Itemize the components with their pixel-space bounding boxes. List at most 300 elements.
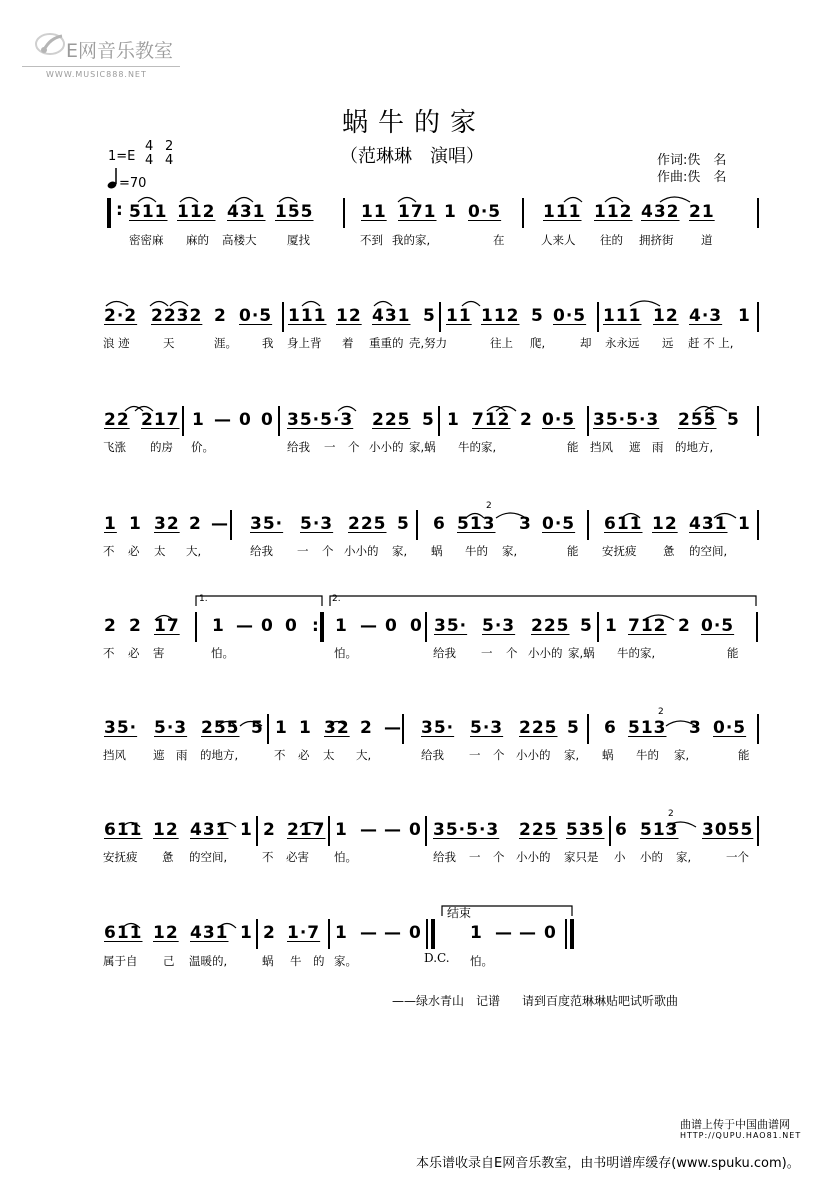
note-group: 6 [615, 820, 628, 840]
lyric: 怕。 [334, 850, 357, 864]
note-group: 0·5 [468, 202, 502, 222]
volta-1-label: 1. [199, 594, 208, 604]
lyric: 价。 [191, 440, 214, 454]
lyric: 大, [356, 748, 372, 762]
lyric: 己 [163, 954, 175, 968]
lyric: 必害 [286, 850, 309, 864]
note-group: 1 [240, 923, 253, 943]
upload-url: HTTP://QUPU.HAO81.NET [680, 1131, 802, 1140]
note-group: 5·3 [482, 616, 516, 636]
note-group: 0 [239, 410, 252, 430]
lyric: 遮 [629, 440, 641, 454]
note-group: 32 [154, 514, 180, 534]
note-group: 12 [336, 306, 362, 326]
barline [757, 510, 759, 540]
note-group: 0 [385, 616, 398, 636]
lyric: 远 [662, 336, 674, 350]
note-group: 5 [567, 718, 580, 738]
note-group: 35· [421, 718, 455, 738]
double-barline [431, 919, 435, 949]
note-group: 2 [520, 410, 533, 430]
lyric: 个 [348, 440, 360, 454]
note-group: 155 [275, 202, 314, 222]
barline [282, 302, 284, 332]
meter-1 [145, 140, 153, 168]
lyric: 小小的 [369, 440, 404, 454]
lyric: 爬, [530, 336, 546, 350]
note-group: 0 [409, 820, 422, 840]
note-group: — [495, 923, 513, 943]
note-group: 1 [240, 820, 253, 840]
note-group: 17 [154, 616, 180, 636]
note-group: 5 [727, 410, 740, 430]
note-group: 6 [604, 718, 617, 738]
lyric: 牛的家, [617, 646, 656, 660]
note-group: 1·7 [287, 923, 321, 943]
note-group: 0 [410, 616, 423, 636]
lyric: 属于自 [103, 954, 138, 968]
lyric: 怕。 [470, 954, 493, 968]
volta-2-label: 2. [332, 594, 341, 604]
note-group: 0·5 [239, 306, 273, 326]
lyric: 必 [128, 646, 140, 660]
tempo-value: =70 [119, 176, 147, 191]
lyric: 遮 [153, 748, 165, 762]
note-group: — [214, 410, 232, 430]
lyric: 往的 [600, 233, 623, 247]
note-group: 111 [543, 202, 582, 222]
lyric: 给我 [433, 646, 456, 660]
lyric: 密密麻 [129, 233, 164, 247]
note-group: — [360, 923, 378, 943]
note-group: 1 [335, 923, 348, 943]
note-group: 2 [189, 514, 202, 534]
note-group: 1 [192, 410, 205, 430]
barline [343, 198, 345, 228]
note-group: 712 [472, 410, 511, 430]
logo-divider [22, 66, 180, 67]
lyric: 一 [481, 646, 493, 660]
lyric: 一 [297, 544, 309, 558]
note-group: 5 [251, 718, 264, 738]
note-group: 5·3 [154, 718, 188, 738]
upload-credit: 曲谱上传于中国曲谱网 [680, 1118, 790, 1131]
note-group: 0·5 [553, 306, 587, 326]
note-group: — [519, 923, 537, 943]
note-group: 5·3 [470, 718, 504, 738]
lyric: 高楼大 [222, 233, 257, 247]
note-group: 0 [285, 616, 298, 636]
lyric: 个 [493, 850, 505, 864]
lyric: 大, [186, 544, 202, 558]
lyric: 给我 [421, 748, 444, 762]
lyric: 挡风 [590, 440, 613, 454]
note-group: — [211, 514, 229, 534]
note-group: 2 [678, 616, 691, 636]
note-group: — [384, 923, 402, 943]
svg-text:2: 2 [658, 707, 664, 717]
lyric: 小小的 [528, 646, 563, 660]
note-group: 2 [129, 616, 142, 636]
note-group: 5·3 [300, 514, 334, 534]
lyric: 的地方, [675, 440, 714, 454]
lyric: 个 [506, 646, 518, 660]
barline [757, 714, 759, 744]
barline [256, 816, 258, 846]
lyric: 一 [469, 748, 481, 762]
lyric: 蜗 [262, 954, 274, 968]
lyric: 人来人 [541, 233, 576, 247]
note-group: 432 [641, 202, 680, 222]
note-group: 511 [129, 202, 168, 222]
barline [425, 816, 427, 846]
barline [425, 612, 427, 642]
note-group: 217 [141, 410, 180, 430]
lyric: 一个 [726, 850, 749, 864]
note-group: 225 [372, 410, 411, 430]
lyric: 能 [727, 646, 739, 660]
note-group: 112 [481, 306, 520, 326]
lyric: 牛的 [465, 544, 488, 558]
note-group: 111 [603, 306, 642, 326]
lyric: 小的 [640, 850, 663, 864]
svg-text:2: 2 [668, 809, 674, 819]
coda-label: 结束 [447, 906, 472, 920]
note-group: 2 [360, 718, 373, 738]
note-group: 611 [604, 514, 643, 534]
lyric: 给我 [250, 544, 273, 558]
lyric: 家只是 [564, 850, 599, 864]
note-group: 0·5 [542, 410, 576, 430]
note-group: 3055 [702, 820, 754, 840]
note-group: 35·5·3 [287, 410, 354, 430]
note-group: 513 [457, 514, 496, 534]
barline [757, 198, 759, 228]
barline [328, 816, 330, 846]
barline [565, 919, 567, 949]
barline [609, 816, 611, 846]
meter-1-numerator: 4 [145, 139, 154, 154]
note-group: 5 [397, 514, 410, 534]
lyric: 安抚疲 [103, 850, 138, 864]
note-group: 0·5 [542, 514, 576, 534]
lyric: 小小的 [516, 748, 551, 762]
note-group: 3 [519, 514, 532, 534]
barline [402, 714, 404, 744]
meter-2-numerator: 2 [165, 139, 174, 154]
note-group: 431 [372, 306, 411, 326]
lyric: 家, [502, 544, 518, 558]
note-group: 2 [104, 616, 117, 636]
note-group: 513 [640, 820, 679, 840]
note-group: 1 [335, 616, 348, 636]
lyric: 的空间, [189, 850, 228, 864]
lyric: 的地方, [200, 748, 239, 762]
lyric: 太 [154, 544, 166, 558]
key-signature: 1=E [108, 149, 136, 164]
end-repeat-barline [320, 612, 324, 642]
logo-site-name: E网音乐教室 [66, 40, 174, 62]
note-group: 431 [190, 820, 229, 840]
note-group: 5 [423, 306, 436, 326]
note-group: 513 [628, 718, 667, 738]
listen-note: 请到百度范琳琳贴吧试听歌曲 [522, 994, 679, 1008]
lyric: 个 [493, 748, 505, 762]
note-group: 0 [261, 616, 274, 636]
note-group: 217 [287, 820, 326, 840]
lyric: 不 [103, 544, 115, 558]
note-group: 225 [519, 718, 558, 738]
lyric: 拥挤街 [639, 233, 674, 247]
note-group: 22 [104, 410, 130, 430]
note-group: 35·5·3 [433, 820, 500, 840]
note-group: 171 [398, 202, 437, 222]
barline [230, 510, 232, 540]
note-group: 225 [348, 514, 387, 534]
lyric: 我的家, [392, 233, 431, 247]
barline [182, 406, 184, 436]
note-group: 2 [263, 923, 276, 943]
lyric: 牛的家, [458, 440, 497, 454]
note-group: 12 [153, 923, 179, 943]
meter-2 [165, 140, 173, 168]
note-group: 5 [531, 306, 544, 326]
lyric: 家,蜗 [409, 440, 436, 454]
lyric: 赶 不 上, [688, 336, 734, 350]
note-group: 111 [288, 306, 327, 326]
note-group: 431 [190, 923, 229, 943]
note-group: 0 [409, 923, 422, 943]
lyric: 在 [493, 233, 505, 247]
lyric: 涯。 [214, 336, 237, 350]
note-group: 1 [275, 718, 288, 738]
barline [416, 510, 418, 540]
lyric: 道 [701, 233, 713, 247]
meter-1-denominator: 4 [145, 153, 154, 168]
lyric: 的 [313, 954, 325, 968]
lyric: 家, [676, 850, 692, 864]
note-group: 712 [628, 616, 667, 636]
note-group: 1 [335, 820, 348, 840]
lyric: 身上背 [287, 336, 322, 350]
barline [587, 510, 589, 540]
barline [587, 406, 589, 436]
barline [439, 302, 441, 332]
note-group: — [360, 820, 378, 840]
barline [522, 198, 524, 228]
source-footer: 本乐谱收录自E网音乐教室，由书明谱库缓存(www.spuku.com)。 [416, 1156, 800, 1171]
performer-subtitle: （范琳琳 演唱） [340, 146, 484, 167]
note-group: 2 [214, 306, 227, 326]
lyric: 小小的 [516, 850, 551, 864]
note-group: 21 [689, 202, 715, 222]
barline [328, 919, 330, 949]
lyric: 厦找 [287, 233, 310, 247]
lyric: 家,蜗 [568, 646, 595, 660]
lyric: 不到 [360, 233, 383, 247]
lyric: 一 [469, 850, 481, 864]
barline [757, 816, 759, 846]
lyric: 必 [128, 544, 140, 558]
note-group: 1 [605, 616, 618, 636]
lyric: 麻的 [186, 233, 209, 247]
lyric: 害 [153, 646, 165, 660]
note-group: 535 [566, 820, 605, 840]
note-group: 4·3 [689, 306, 723, 326]
lyric: 的空间, [689, 544, 728, 558]
composer-credit: 作曲:佚 名 [657, 170, 727, 185]
repeat-dots: : [116, 200, 124, 220]
note-group: 1 [212, 616, 225, 636]
lyric: 却 [580, 336, 592, 350]
lyric: 天 [163, 336, 175, 350]
note-group: 611 [104, 923, 143, 943]
lyricist-credit: 作词:佚 名 [657, 153, 727, 168]
barline [597, 612, 599, 642]
lyric: 飞涨 [103, 440, 126, 454]
lyric: 能 [567, 544, 579, 558]
end-repeat-dots: : [312, 616, 320, 636]
note-group: 1 [129, 514, 142, 534]
lyric: 能 [738, 748, 750, 762]
lyric: 怕。 [211, 646, 234, 660]
lyric: 小小的 [344, 544, 379, 558]
lyric: 惫 [162, 850, 174, 864]
barline [587, 714, 589, 744]
lyric: 蜗 [602, 748, 614, 762]
note-group: 35· [104, 718, 138, 738]
note-group: 35· [434, 616, 468, 636]
lyric: 怕。 [334, 646, 357, 660]
note-group: 5 [422, 410, 435, 430]
barline [426, 919, 428, 949]
note-group: 112 [177, 202, 216, 222]
note-group: 0 [544, 923, 557, 943]
lyric: 温暖的, [189, 954, 228, 968]
barline [757, 406, 759, 436]
note-group: 431 [689, 514, 728, 534]
start-repeat-barline [107, 198, 111, 228]
note-group: 2·2 [104, 306, 138, 326]
transcriber-credit: ——绿水青山 记谱 [392, 994, 501, 1008]
barline [278, 406, 280, 436]
site-logo [22, 24, 186, 88]
lyric: 雨 [652, 440, 664, 454]
lyric: 往上 [490, 336, 513, 350]
note-group: 32 [324, 718, 350, 738]
lyric: 牛的 [636, 748, 659, 762]
note-group: — [384, 820, 402, 840]
lyric: 不 [262, 850, 274, 864]
note-group: 1 [447, 410, 460, 430]
note-group: 1 [104, 514, 117, 534]
barline [256, 919, 258, 949]
logo-url: WWW.MUSIC888.NET [46, 70, 147, 79]
barline [195, 612, 197, 642]
lyric: 重重的 [369, 336, 404, 350]
lyric: 个 [322, 544, 334, 558]
note-group: — [236, 616, 254, 636]
barline [756, 612, 758, 642]
note-group: 5 [580, 616, 593, 636]
note-group: 1 [299, 718, 312, 738]
note-group: 2232 [151, 306, 203, 326]
lyric: 惫 [663, 544, 675, 558]
note-group: 255 [678, 410, 717, 430]
song-title: 蜗牛的家 [342, 108, 487, 138]
lyric: 不 [103, 646, 115, 660]
note-group: 0·5 [701, 616, 735, 636]
note-group: — [360, 616, 378, 636]
lyric: 永永远 [605, 336, 640, 350]
lyric: 必 [298, 748, 310, 762]
note-group: 1 [738, 514, 751, 534]
lyric: 给我 [433, 850, 456, 864]
lyric: 牛 [290, 954, 302, 968]
da-capo-mark: D.C. [424, 951, 450, 965]
note-group: 35· [250, 514, 284, 534]
lyric: 给我 [287, 440, 310, 454]
lyric: 壳,努力 [409, 336, 448, 350]
lyric: 雨 [176, 748, 188, 762]
note-group: 12 [153, 820, 179, 840]
note-group: 11 [446, 306, 472, 326]
note-group: 112 [594, 202, 633, 222]
barline [438, 406, 440, 436]
meter-2-denominator: 4 [165, 153, 174, 168]
lyric: 能 [567, 440, 579, 454]
note-group: 431 [227, 202, 266, 222]
lyric: 着 [342, 336, 354, 350]
lyric: 的房 [150, 440, 173, 454]
note-group: 225 [531, 616, 570, 636]
lyric: 挡风 [103, 748, 126, 762]
lyric: 家, [392, 544, 408, 558]
final-barline [570, 919, 574, 949]
note-group: 225 [519, 820, 558, 840]
lyric: 浪 迹 [103, 336, 130, 350]
barline [757, 302, 759, 332]
note-group: 11 [361, 202, 387, 222]
note-group: 35·5·3 [593, 410, 660, 430]
note-group: 255 [201, 718, 240, 738]
note-group: 1 [444, 202, 457, 222]
note-group: 3 [689, 718, 702, 738]
note-group: 12 [653, 306, 679, 326]
note-group: — [384, 718, 402, 738]
lyric: 太 [323, 748, 335, 762]
note-group: 6 [433, 514, 446, 534]
svg-text:2: 2 [486, 501, 492, 511]
lyric: 家。 [334, 954, 357, 968]
lyric: 家, [564, 748, 580, 762]
lyric: 小 [614, 850, 626, 864]
lyric: 安抚疲 [602, 544, 637, 558]
note-group: 12 [652, 514, 678, 534]
barline [597, 302, 599, 332]
lyric: 家, [674, 748, 690, 762]
note-group: 0·5 [713, 718, 747, 738]
lyric: 蜗 [431, 544, 443, 558]
barline [267, 714, 269, 744]
note-group: 0 [261, 410, 274, 430]
note-group: 2 [263, 820, 276, 840]
note-group: 611 [104, 820, 143, 840]
note-group: 1 [738, 306, 751, 326]
lyric: 我 [262, 336, 274, 350]
note-group: 1 [470, 923, 483, 943]
lyric: 不 [274, 748, 286, 762]
